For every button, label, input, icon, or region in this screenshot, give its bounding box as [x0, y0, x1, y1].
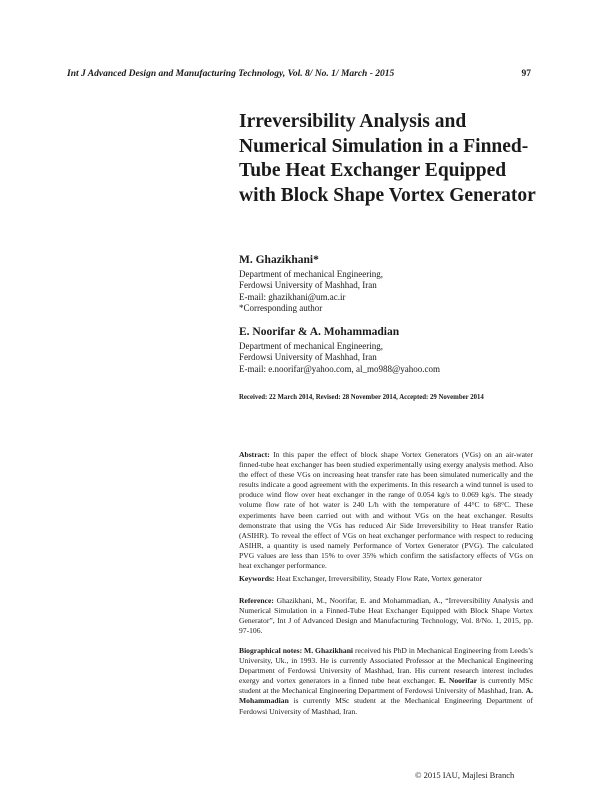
author-name: E. Noorifar & A. Mohammadian [239, 326, 400, 338]
bio-name-3: A. Mohammadian [239, 686, 533, 706]
author-block-2 [239, 325, 539, 375]
journal-citation: Int J Advanced Design and Manufacturing Technology, Vol. 8/ No. 1/ March - 2015 [67, 69, 395, 79]
page-number: 97 [521, 69, 531, 79]
copyright-footer: © 2015 IAU, Majlesi Branch [415, 770, 515, 780]
affiliation-university: Ferdowsi University of Mashhad, Iran [239, 280, 377, 291]
abstract-label: Abstract: [239, 450, 270, 459]
author-name: M. Ghazikhani* [239, 254, 319, 266]
reference-text: Ghazikhani, M., Noorifar, E. and Mohammadian, A., “Irreversibility Analysis and Numerical Simulation in a Finned-Tube Heat Exchanger Equipped with Block Shape Vortex Generator”, Int J of Advanced Design and Manufacturing Technology, Vol. 8/No. 1, 2015, pp. 97-106. [239, 596, 533, 636]
keywords [239, 574, 533, 584]
reference-label: Reference: [239, 596, 274, 605]
bio-name-1: M. Ghazikhani [304, 646, 354, 655]
reference [239, 596, 533, 636]
bio-text-2: is currently MSc student at the Mechanical Engineering Department of Ferdowsi University of Mashhad, Iran. [239, 676, 533, 696]
abstract [239, 450, 533, 571]
author-email: E-mail: ghazikhani@um.ac.ir [239, 291, 346, 302]
biographical-notes [239, 646, 533, 717]
bio-text-3: is currently MSc student at the Mechanical Engineering Department of Ferdowsi University of Mashhad, Iran. [239, 696, 533, 716]
abstract-text: In this paper the effect of block shape Vortex Generators (VGs) on an air-water finned-tube heat exchanger has been studied experimentally using exergy analysis method. Also the effect of these VGs on increasing heat transfer rate has been simulated numerically and the results indicate a good agreement with the experiments. In this research a wind tunnel is used to produce wind flow over heat exchanger in the range of 0.054 kg/s to 0.069 kg/s. The steady volume flow rate of hot water is 240 L/h with the temperature of 44°C to 68°C. These experiments have been carried out with and without VGs on the heat exchanger. Results demonstrate that using the VGs has reduced Air Side Irreversibility to Heat transfer Ratio (ASIHR). To reveal the effect of VGs on heat exchanger performance with respect to reducing ASIHR, a quantity is used namely Performance of Vortex Generator (PVG). The calculated PVG values are less than 15% to over 35% which confirm the satisfactory effects of VGs on heat exchanger performance. [239, 450, 533, 571]
author-email: E-mail: e.noorifar@yahoo.com, al_mo988@yahoo.com [239, 363, 441, 374]
author-block-1 [239, 253, 539, 314]
affiliation-department: Department of mechanical Engineering, [239, 269, 383, 279]
affiliation-department: Department of mechanical Engineering, [239, 341, 383, 351]
corresponding-note: *Corresponding author [239, 302, 323, 313]
bio-name-2: E. Noorifar [438, 676, 478, 686]
affiliation-university: Ferdowsi University of Mashhad, Iran [239, 352, 377, 363]
keywords-label: Keywords: [239, 574, 275, 583]
bio-text-1: received his PhD in Mechanical Engineering from Leeds’s University, Uk., in 1993. He is currently Associated Professor at the Mechanical Engineering Department of Ferdowsi University of Mashhad, Iran. His current research interest includes exergy and vortex generators in a finned tube heat exchanger. [239, 646, 533, 686]
bio-label: Biographical notes: [239, 646, 303, 655]
running-header [67, 69, 531, 83]
keywords-text: Heat Exchanger, Irreversibility, Steady Flow Rate, Vortex generator [276, 574, 482, 583]
paper-title: Irreversibility Analysis and Numerical Simulation in a Finned-Tube Heat Exchanger Equipped with Block Shape Vortex Generator [239, 111, 536, 206]
received-dates: Received: 22 March 2014, Revised: 28 November 2014, Accepted: 29 November 2014 [239, 394, 484, 401]
